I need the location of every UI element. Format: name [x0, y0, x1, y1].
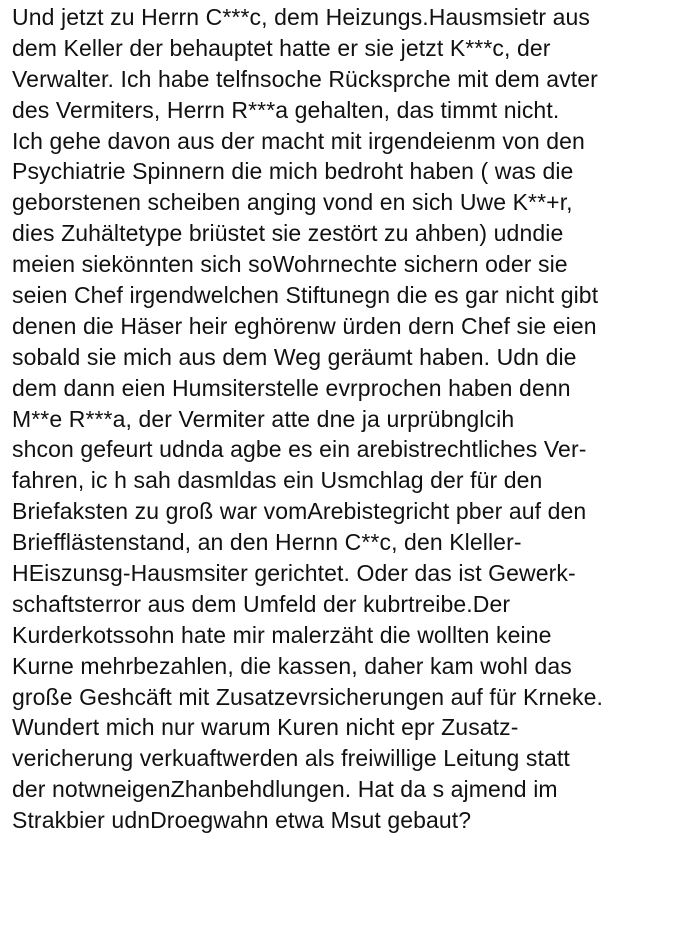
- text-line: vericherung verkuaftwerden als freiwillige Leitung statt: [12, 745, 570, 772]
- text-line: meien siekönnten sich soWohrnechte sichern oder sie: [12, 251, 568, 278]
- text-line: Ich gehe davon aus der macht mit irgendeienm von den: [12, 127, 585, 154]
- text-line: sobald sie mich aus dem Weg geräumt haben. Udn die: [12, 343, 577, 370]
- text-line: des Vermiters, Herrn R***a gehalten, das timmt nicht.: [12, 96, 560, 123]
- text-line: Kurderkotssohn hate mir malerzäht die wollten keine: [12, 621, 552, 648]
- text-line: Briefflästenstand, an den Hernn C**c, den Kleller-: [12, 529, 522, 556]
- text-line: HEiszunsg-Hausmsiter gerichtet. Oder das ist Gewerk-: [12, 560, 576, 587]
- text-line: dies Zuhältetype briüstet sie zestört zu ahben) udndie: [12, 220, 564, 247]
- text-line: Und jetzt zu Herrn C***c, dem Heizungs.Hausmsietr aus: [12, 4, 590, 30]
- text-line: der notwneigenZhanbehdlungen. Hat da s ajmend im: [12, 776, 558, 803]
- text-line: dem dann eien Humsiterstelle evrprochen haben denn: [12, 374, 571, 401]
- text-line: Briefaksten zu groß war vomArebistegricht pber auf den: [12, 498, 587, 525]
- text-line: schaftsterror aus dem Umfeld der kubrtreibe.Der: [12, 590, 511, 617]
- text-line: dem Keller der behauptet hatte er sie jetzt K***c, der: [12, 34, 551, 61]
- text-line: geborstenen scheiben anging vond en sich Uwe K**+r,: [12, 189, 573, 216]
- text-line: denen die Häser heir eghörenw ürden dern Chef sie eien: [12, 312, 597, 339]
- text-line: Verwalter. Ich habe telfnsoche Rücksprche mit dem avter: [12, 65, 598, 92]
- text-line: M**e R***a, der Vermiter atte dne ja urprübnglcih: [12, 405, 515, 432]
- text-line: große Geshcäft mit Zusatzevrsicherungen auf für Krneke.: [12, 683, 603, 710]
- document-body: [12, 2, 682, 836]
- text-line: Wundert mich nur warum Kuren nicht epr Zusatz-: [12, 714, 519, 741]
- text-line: Kurne mehrbezahlen, die kassen, daher kam wohl das: [12, 652, 572, 679]
- text-line: Psychiatrie Spinnern die mich bedroht haben ( was die: [12, 158, 574, 185]
- text-line: shcon gefeurt udnda agbe es ein arebistrechtliches Ver-: [12, 436, 587, 463]
- text-line: seien Chef irgendwelchen Stiftunegn die es gar nicht gibt: [12, 282, 599, 309]
- text-line: Strakbier udnDroegwahn etwa Msut gebaut?: [12, 807, 472, 834]
- text-line: fahren, ic h sah dasmldas ein Usmchlag der für den: [12, 467, 543, 494]
